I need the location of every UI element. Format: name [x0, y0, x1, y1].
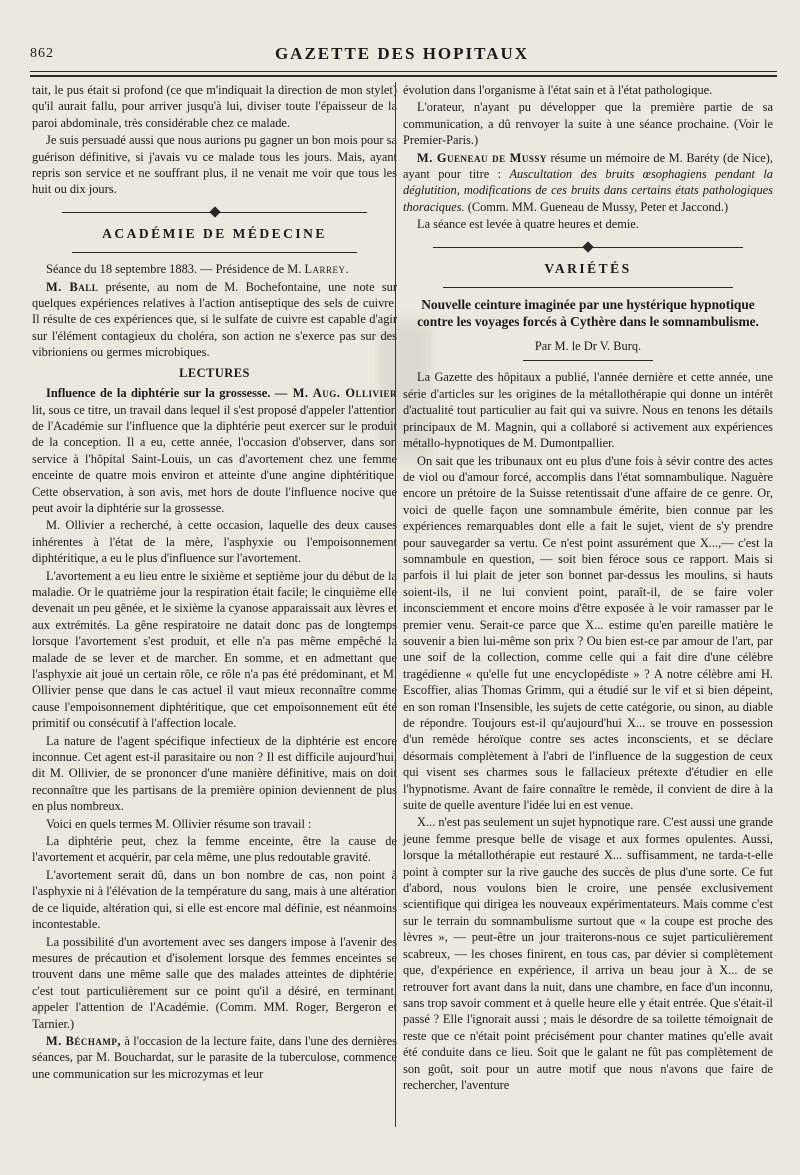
paragraph: tait, le pus était si profond (ce que m'indiquait la direction de mon stylet) qu'il aurait fallu, pour arriver jusqu'à lui, diviser toute l'épaisseur de la paroi abdominale, très considérable chez ce malade.: [32, 83, 397, 130]
section-rule: [72, 252, 357, 253]
paragraph: M. Ollivier a recherché, à cette occasion, laquelle des deux causes inhérentes à l'état de la mère, l'asphyxie ou l'empoisonnement diphtéritique, a eu le plus d'influence sur l'avortement.: [32, 518, 397, 566]
section-title-varietes: VARIÉTÉS: [544, 260, 632, 276]
paragraph: [403, 150, 773, 216]
paragraph: Voici en quels termes M. Ollivier résume son travail :: [46, 816, 312, 831]
right-column: [403, 82, 773, 1094]
seance-label: Séance du 18 septembre 1883. — Présidence de M.: [46, 262, 302, 277]
paragraph: La diphtérie peut, chez la femme enceinte, être la cause de l'avortement et acquérir, par cela même, une plus redoutable gravité.: [32, 834, 397, 865]
seance-president: Larrey: [304, 262, 346, 277]
memoir-title: Auscultation des bruits œsophagiens pendant la déglutition, modifications de ces bruits dans certains états pathologiques thoraciques.: [403, 167, 774, 214]
paragraph: La Gazette des hôpitaux a publié, l'année dernière et cette année, une série d'articles sur les origines de la métallothérapie qui donne un intérêt d'actualité tout particulier au fait qui va suivre. Nous en tenons les détails principaux de M. Magnin, qui a collaboré si activement aux expériences métallo-hypnotiques de M. Dumontpallier.: [403, 370, 773, 451]
section-title-academie: ACADÉMIE DE MÉDECINE: [102, 225, 327, 241]
header-rule: [30, 71, 777, 72]
paragraph: [32, 279, 397, 361]
column-divider: [395, 82, 396, 1127]
seance-line: Séance du 18 septembre 1883. — Présidence de M. Larrey.: [46, 262, 349, 277]
paragraph: X... n'est pas seulement un sujet hypnotique rare. C'est aussi une grande jeune femme presque belle de visage et aux formes opulentes. Aussi, lorsque la métallothérapie eut restauré X... suffisamment, ne tarda-t-elle point à compter sur la rive gauche des succès de plus d'une sorte. Ce fut d'abord, nous voulons bien le croire, une pensée exclusivement scientifique qui dirigea les nouveaux expérimentateurs. Mais comme c'est sur le terrain du somnambulisme surtout que « la coupe est proche des lèvres », — peut-être un jour traiterons-nous ce sujet particulièrement scabreux, — les choses finirent, en tous cas, par dévier si complètement que, d'expérience en expérience, il arriva un beau jour à X... de se retrouver fort avant dans la nuit, dans une chambre, en face d'un inconnu, sans trop savoir comment et à quelle heure elle y était entrée. Que s'était-il passé ? Elle l'ignorait aussi ; mais le désordre de sa toilette témoignait de reste que ce n'était point précisément pour chanter matines qu'elle avait été conduite dans ce lieu. Soit que le galant ne fût pas complètement de son goût, soit pour un autre motif que nous n'avons que faire de rechercher, l'aventure: [403, 815, 773, 1092]
left-column: [32, 82, 397, 1083]
paragraph-text: présente, au nom de M. Bochefontaine, une note sur quelques expériences relatives à l'action antiseptique des sels de cuivre. Il résulte de ces expériences que, si le sulfate de cuivre est capable d'agir sur l'élément contagieux du choléra, son action ne s'exerce pas sur des vibrioniens ou germes microbiques.: [32, 279, 397, 360]
page-header: [22, 38, 782, 68]
article-byline: Par M. le Dr V. Burq.: [534, 339, 642, 354]
section-divider: [62, 206, 367, 218]
paragraph: [32, 385, 397, 516]
paragraph: La possibilité d'un avortement avec ses dangers impose à l'avenir des mesures de précaution et d'isolement lorsque des femmes enceintes se trouvent dans une même salle que des malades atteintes de diphtérie; c'est tout particulièrement sur ce point qu'il a désiré, en terminant, appeler l'attention de l'Académie. (Comm. MM. Roger, Bergeron et Tarnier.): [32, 934, 397, 1031]
paragraph: L'avortement a eu lieu entre le sixième et septième jour du début de la maladie. Or le quatrième jour la respiration était facile; le cinquième elle devenait un peu gênée, et le sixième la cyanose apparaissait aux lèvres et aux extrémités. La gêne respiratoire ne datait donc pas de longtemps lorsque l'avortement s'est produit, et elle n'a pas même empêché la malade de se lever et de marcher. En somme, et en admettant que l'asphyxie ait joué un certain rôle, ce rôle n'a pas été prédominant, et M. Ollivier pense que dans le cas actuel il vaut mieux reconnaître comme cause l'empoisonnement diphtéritique, que cet empoisonnement eût été primitif ou consécutif à l'affection locale.: [32, 568, 397, 731]
speaker-name: M. Gueneau de Mussy: [417, 150, 547, 165]
speaker-name: M. Ball: [46, 279, 99, 294]
paragraph: L'avortement serait dû, dans un bon nombre de cas, non point à l'asphyxie ni à l'élévation de la température du sang, mais à une altération de ce liquide, altération qui, si elle est encore mal définie, est néanmoins incontestable.: [32, 867, 397, 932]
lectures-heading: LECTURES: [179, 365, 250, 380]
paragraph: La séance est levée à quatre heures et demie.: [417, 217, 639, 232]
speaker-name: — M. Aug. Ollivier: [274, 386, 397, 401]
paragraph: On sait que les tribunaux ont eu plus d'une fois à sévir contre des actes de viol ou d'amour forcé, accomplis dans l'état somnambulique. Naguère encore un prétoire de la Suisse retentissait d'une affaire de ce genre. Or, voici de quelle façon une somnambule émérite, bien connue par les expériences remarquables dont elle a fait le sujet, vient de s'y prendre pour sauvegarder sa vertu. Ce n'est point assurément que X...,— c'est la somnambule en question, — soit bien féroce sous ce rapport. Mais si parfois il lui plait de jeter son bonnet par-dessus les moulins, si hauts soient-ils, il ne lui convient point, paraît-il, de se faire voler inconsciemment et encore moins d'être exposée à le voir ramasser par le premier venu. Serait-ce parce que X... estime qu'en pareille matière le souvenir a bien lui-même son prix ? Ou bien est-ce par amour de l'art, par une soif de la collection, comme celle qui a fait dire d'une célèbre tragédienne « qu'elle fut une encyclopédiste » ? A notre célèbre ami H. Escoffier, alias Thomas Grimm, qui a étudié sur le vif et si bien dépeint, en son roman l'Insensible, les sujets de cette catégorie, ou sinon, au diable de répondre. Toujours est-il qu'aujourd'hui X... se trouve en possession d'un remède héroïque contre ses actes inconscients, et se déclare désormais complètement à l'abri de l'influence de la suggestion de ceux qui visent ses charmes sous le fallacieux prétexte d'étudier en elle l'hypnotisme. Avant de faire connaître le remède, il convient de dire à la suite de quelle aventure l'idée lui en est venue.: [403, 453, 773, 813]
article-title: Nouvelle ceinture imaginée par une hystérique hypnotique contre les voyages forcés à Cythère dans le somnambulisme.: [417, 297, 759, 330]
paragraph: [32, 1033, 397, 1082]
section-rule: [443, 287, 733, 288]
speaker-name: M. Béchamp,: [46, 1033, 122, 1048]
page-title: GAZETTE DES HOPITAUX: [274, 44, 530, 63]
paragraph-text: lit, sous ce titre, un travail dans lequel il s'est proposé d'appeler l'attention de l'Académie sur l'influence que la diphtérie peut exercer sur le produit de la conception. Il a eu, cette année, l'occasion d'observer, dans son service à l'hôpital Saint-Louis, un cas d'avortement chez une femme enceinte de quatre mois environ et atteinte d'une angine diphtéritique. Cette observation, à son avis, met hors de doute l'influence nocive que peut avoir la diphtérie sur la grossesse.: [32, 402, 397, 515]
lecture-title: Influence de la diphtérie sur la grossesse.: [46, 386, 271, 401]
paragraph-text: (Comm. MM. Gueneau de Mussy, Peter et Jaccond.): [467, 199, 729, 214]
paragraph: évolution dans l'organisme à l'état sain et à l'état pathologique.: [403, 83, 713, 97]
paragraph-text: résume un mémoire de M. Baréty (de Nice), ayant pour titre :: [403, 150, 773, 182]
paragraph-text: à l'occasion de la lecture faite, dans l'une des dernières séances, par M. Bouchardat, sur le parasite de la tuberculose, commence une communication sur les microzymas et leur: [32, 1033, 397, 1081]
header-rule-thick: [30, 75, 777, 77]
section-divider: [433, 241, 743, 253]
byline-rule: [523, 360, 653, 361]
paragraph: La nature de l'agent spécifique infectieux de la diphtérie est encore inconnue. Cet agent est-il parasitaire ou non ? Il est difficile aujourd'hui, dit M. Ollivier, de se prononcer d'une manière définitive, mais on doit reconnaître que les partisans de la première opinion deviennent de plus en plus nombreux.: [32, 733, 397, 814]
page-number: 862: [30, 46, 54, 61]
paragraph: L'orateur, n'ayant pu développer que la première partie de sa communication, a dû renvoyer la suite à une séance prochaine. (Voir le Premier-Paris.): [403, 100, 773, 148]
paragraph: Je suis persuadé aussi que nous aurions pu gagner un bon mois pour sa guérison définitive, si j'avais vu ce malade tous les jours. Mais, ayant repris son service et ne souffrant plus, il ne venait me voir que tous les huit ou dix jours.: [32, 133, 397, 197]
